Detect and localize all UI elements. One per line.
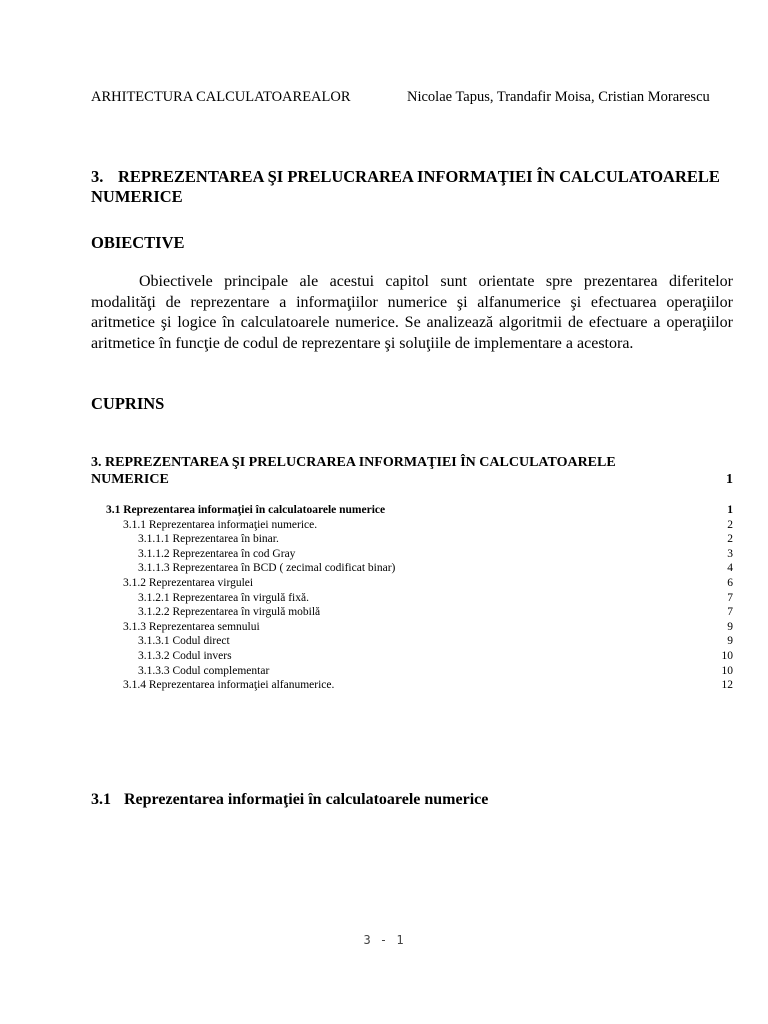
page-number: 3 - 1: [363, 933, 405, 947]
toc-entry-title: 3.1.3 Reprezentarea semnului: [123, 620, 260, 633]
toc-top-entry-title: 3. REPREZENTAREA ŞI PRELUCRAREA INFORMAŢIEI ÎN CALCULATOARELE NUMERICE: [91, 455, 616, 487]
toc-entry-title: 3.1.2 Reprezentarea virgulei: [123, 576, 254, 589]
toc-entry-page: 1: [727, 504, 733, 516]
toc-entry-page: 3: [727, 547, 733, 560]
toc-entry[interactable]: [91, 518, 733, 533]
toc-list: [91, 503, 733, 693]
header-course-title: ARHITECTURA CALCULATOAREALOR: [91, 89, 351, 105]
toc-entry-page: 4: [727, 562, 733, 575]
toc-entry-page: 9: [727, 635, 733, 648]
section-title: [91, 790, 488, 810]
toc-entry-title: 3.1.3.3 Codul complementar: [138, 664, 270, 677]
toc-entry-page: 10: [721, 649, 733, 662]
toc-entry-page: 2: [727, 533, 733, 546]
toc-entry[interactable]: [91, 547, 733, 562]
toc-top-entry-page: 1: [726, 472, 733, 487]
toc-entry-title: 3.1.3.1 Codul direct: [138, 635, 230, 648]
toc-entry[interactable]: [91, 503, 733, 518]
toc-entry-page: 7: [727, 606, 733, 619]
toc-entry[interactable]: [91, 678, 733, 693]
toc-entry-title: 3.1.1 Reprezentarea informaţiei numerice.: [123, 518, 318, 531]
toc-entry-title: 3.1.1.2 Reprezentarea în cod Gray: [138, 547, 296, 560]
toc-entry-page: 6: [727, 576, 733, 589]
header-authors: Nicolae Tapus, Trandafir Moisa, Cristian Morarescu: [407, 89, 710, 105]
section-number: 3.1: [91, 791, 111, 808]
objectives-heading: OBIECTIVE: [91, 233, 185, 252]
toc-entry-title: 3.1 Reprezentarea informaţiei în calculatoarele numerice: [106, 504, 386, 516]
toc-entry[interactable]: [91, 634, 733, 649]
toc-entry[interactable]: [91, 532, 733, 547]
toc-entry-title: 3.1.3.2 Codul invers: [138, 649, 232, 662]
toc-entry[interactable]: [91, 664, 733, 679]
toc-entry-page: 9: [727, 620, 733, 633]
toc-entry[interactable]: [91, 561, 733, 576]
table-of-contents: [91, 454, 733, 693]
toc-entry-page: 7: [727, 591, 733, 604]
contents-heading: CUPRINS: [91, 394, 165, 413]
chapter-title-text: REPREZENTAREA ŞI PRELUCRAREA INFORMAŢIEI ÎN CALCULATOARELE NUMERICE: [91, 167, 720, 206]
toc-top-entry[interactable]: [91, 454, 733, 488]
toc-entry[interactable]: [91, 620, 733, 635]
toc-entry[interactable]: [91, 605, 733, 620]
chapter-title: [91, 167, 731, 207]
toc-entry-title: 3.1.2.1 Reprezentarea în virgulă fixă.: [138, 591, 309, 604]
toc-entry-title: 3.1.2.2 Reprezentarea în virgulă mobilă: [138, 606, 321, 619]
toc-entry-title: 3.1.1.3 Reprezentarea în BCD ( zecimal codificat binar): [138, 562, 396, 575]
toc-entry-title: 3.1.4 Reprezentarea informaţiei alfanumerice.: [123, 679, 335, 692]
chapter-number: 3.: [91, 167, 104, 186]
toc-entry[interactable]: [91, 591, 733, 606]
toc-entry-page: 2: [727, 518, 733, 531]
toc-entry-page: 12: [721, 679, 733, 692]
section-title-text: Reprezentarea informaţiei în calculatoarele numerice: [124, 791, 489, 808]
toc-entry-page: 10: [721, 664, 733, 677]
toc-entry-title: 3.1.1.1 Reprezentarea în binar.: [138, 533, 279, 546]
toc-entry[interactable]: [91, 576, 733, 591]
objectives-paragraph: Obiectivele principale ale acestui capitol sunt orientate spre prezentarea diferitelor modalităţi de reprezentare a informaţiilor numerice şi alfanumerice şi efectuarea operaţiilor aritmetice şi logice în calculatoarele numerice. Se analizează algoritmii de efectuare a operaţiilor aritmetice în funcţie de codul de reprezentare şi soluţiile de implementare a acestora.: [91, 273, 733, 352]
toc-entry[interactable]: [91, 649, 733, 664]
